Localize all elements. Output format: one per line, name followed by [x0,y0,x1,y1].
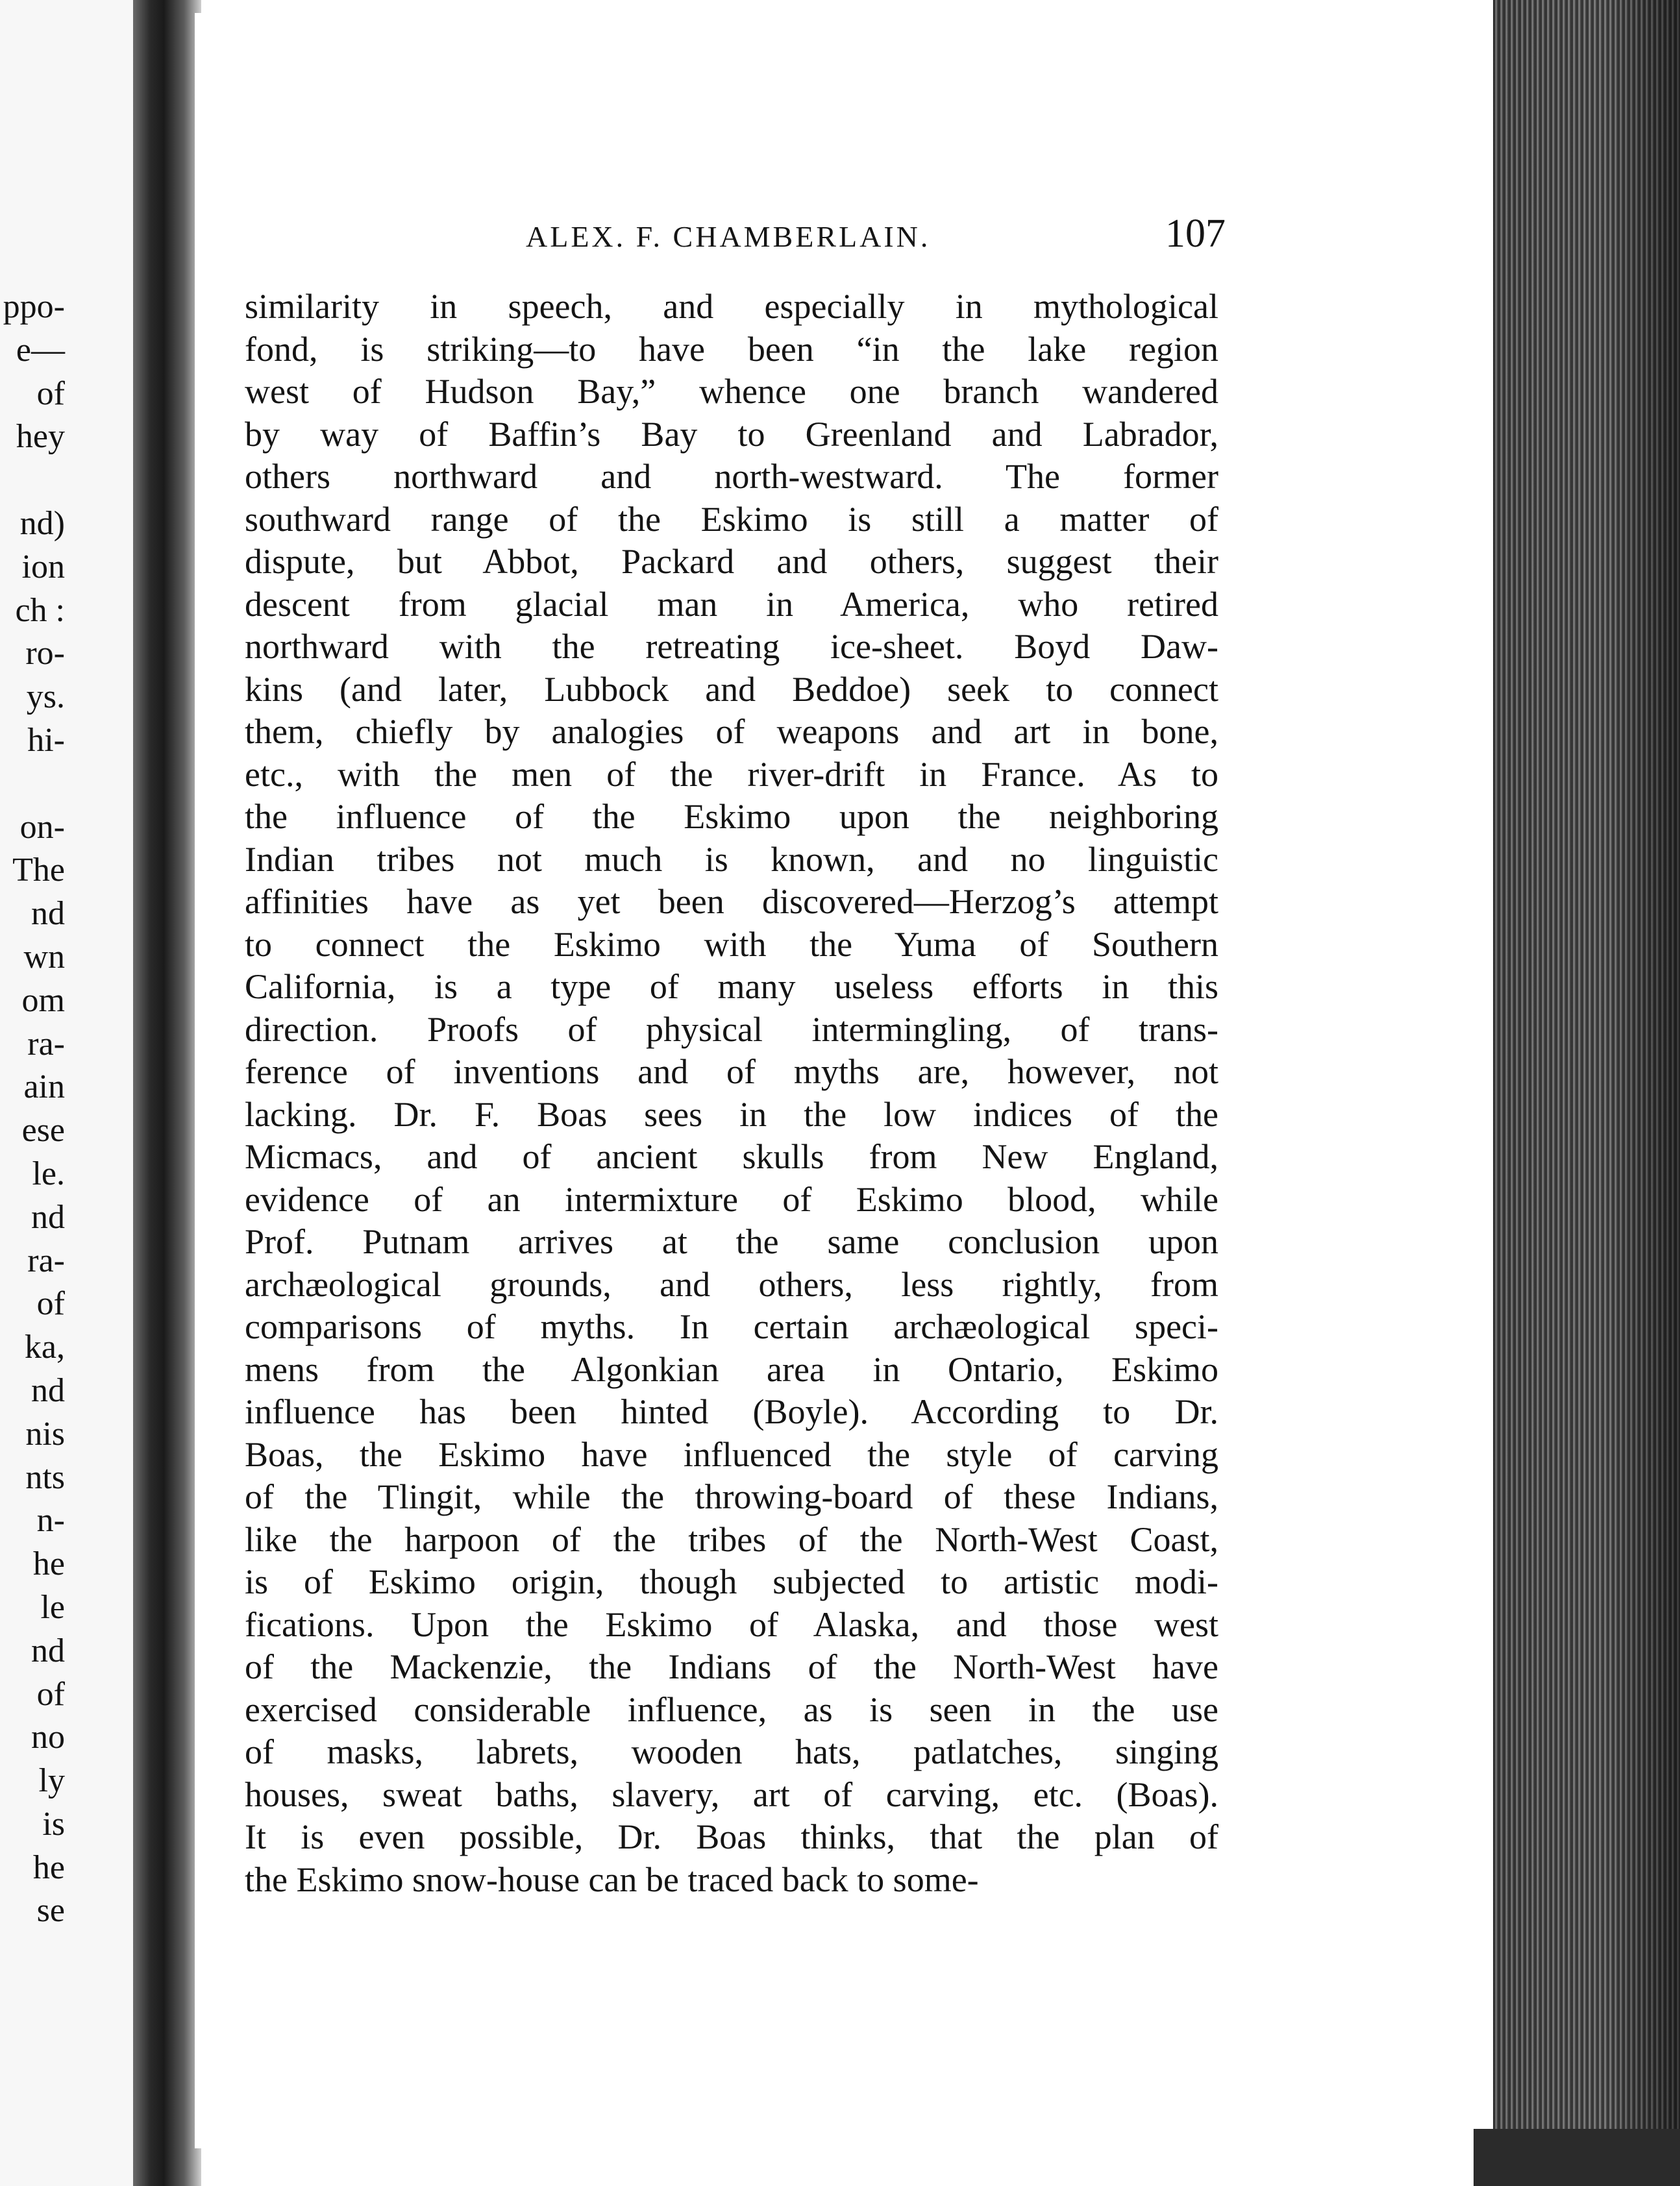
page-number: 107 [1165,212,1226,256]
facing-fragment: ys. [26,678,65,716]
body-text [245,286,1218,1901]
facing-fragment [0,459,65,502]
facing-fragment: e— [16,331,65,369]
facing-fragment: wn [23,938,65,976]
text-line: others northward and north-westward. The former [245,457,1218,496]
facing-fragment: ion [21,548,65,585]
text-line: etc., with the men of the river-drift in France. As to [245,754,1218,794]
facing-fragment: of [36,375,65,412]
facing-page [0,0,156,2186]
facing-fragment: hey [16,418,65,456]
facing-fragment: The [12,852,65,889]
facing-page-text [0,286,65,1933]
facing-fragment: nd [31,1371,65,1409]
text-line: lacking. Dr. F. Boas sees in the low indices of the [245,1094,1218,1134]
text-line: dispute, but Abbot, Packard and others, suggest their [245,542,1218,581]
facing-fragment: on- [19,808,65,846]
text-line: houses, sweat baths, slavery, art of carving, etc. (Boas). [245,1775,1218,1814]
facing-fragment: ra- [27,1242,65,1279]
text-line: of the Tlingit, while the throwing-board of these Indians, [245,1477,1218,1516]
text-line: fications. Upon the Eskimo of Alaska, and those west [245,1604,1218,1644]
text-line: comparisons of myths. In certain archæological speci- [245,1307,1218,1346]
facing-fragment: he [32,1848,65,1886]
book-gutter-shadow [133,0,201,2186]
facing-fragment: le. [32,1155,65,1192]
facing-fragment: ch : [15,591,65,629]
text-line: influence has been hinted (Boyle). According to Dr. [245,1392,1218,1431]
book-page [195,13,1500,2148]
text-line: fond, is striking—to have been “in the lake region [245,329,1218,369]
text-line: similarity in speech, and especially in mythological [245,287,1218,326]
text-line: of the Mackenzie, the Indians of the North-West have [245,1647,1218,1686]
text-line: evidence of an intermixture of Eskimo blood, while [245,1179,1218,1219]
facing-fragment: se [36,1892,65,1930]
facing-fragment: no [31,1719,65,1756]
text-line: by way of Baffin’s Bay to Greenland and Labrador, [245,414,1218,454]
facing-fragment: is [42,1805,65,1843]
text-line: ference of inventions and of myths are, however, not [245,1052,1218,1091]
book-cover-corner [1474,2129,1680,2186]
text-line: mens from the Algonkian area in Ontario, Eskimo [245,1349,1218,1389]
text-line: descent from glacial man in America, who retired [245,584,1218,624]
facing-fragment: ro- [25,635,65,672]
facing-fragment: nd [31,895,65,933]
text-line: the influence of the Eskimo upon the neighboring [245,797,1218,836]
text-line: California, is a type of many useless efforts in this [245,967,1218,1006]
text-line: Prof. Putnam arrives at the same conclusion upon [245,1222,1218,1261]
text-line: Boas, the Eskimo have influenced the style of carving [245,1434,1218,1474]
text-line: of masks, labrets, wooden hats, patlatches, singing [245,1732,1218,1771]
facing-fragment: ese [21,1112,65,1149]
text-line: direction. Proofs of physical intermingling, of trans- [245,1009,1218,1049]
text-line: is of Eskimo origin, though subjected to artistic modi- [245,1562,1218,1601]
text-line: them, chiefly by analogies of weapons and art in bone, [245,712,1218,751]
facing-fragment: nd) [19,504,65,542]
text-line: kins (and later, Lubbock and Beddoe) seek to connect [245,669,1218,709]
facing-fragment: ly [38,1762,65,1800]
text-line: archæological grounds, and others, less rightly, from [245,1264,1218,1304]
facing-fragment: hi- [27,721,65,759]
facing-fragment [0,763,65,806]
facing-fragment: ain [23,1068,65,1106]
page-stack-shade [1493,0,1680,2186]
facing-fragment: he [32,1545,65,1583]
facing-fragment: of [36,1675,65,1713]
running-head: ALEX. F. CHAMBERLAIN. [526,220,931,253]
text-line: Indian tribes not much is known, and no linguistic [245,839,1218,879]
text-line: northward with the retreating ice-sheet. Boyd Daw- [245,627,1218,666]
facing-fragment: nd [31,1632,65,1669]
text-line: Micmacs, and of ancient skulls from New England, [245,1137,1218,1176]
text-line: the Eskimo snow-house can be traced back to some- [245,1860,979,1899]
facing-fragment: ppo- [3,288,65,325]
text-line: exercised considerable influence, as is seen in the use [245,1689,1218,1729]
facing-fragment: om [21,981,65,1019]
facing-fragment: nd [31,1198,65,1236]
text-line: to connect the Eskimo with the Yuma of Southern [245,924,1218,964]
facing-fragment: n- [36,1502,65,1540]
facing-fragment: le [40,1588,65,1626]
facing-fragment: nis [25,1415,65,1453]
facing-fragment: nts [25,1458,65,1496]
facing-fragment: ka, [24,1329,65,1366]
facing-fragment: ra- [27,1025,65,1062]
text-line: It is even possible, Dr. Boas thinks, that the plan of [245,1817,1218,1856]
facing-fragment: of [36,1285,65,1323]
text-line: west of Hudson Bay,” whence one branch wandered [245,372,1218,411]
text-line: southward range of the Eskimo is still a matter of [245,499,1218,539]
text-line: affinities have as yet been discovered—Herzog’s attempt [245,882,1218,921]
text-line: like the harpoon of the tribes of the North-West Coast, [245,1519,1218,1559]
